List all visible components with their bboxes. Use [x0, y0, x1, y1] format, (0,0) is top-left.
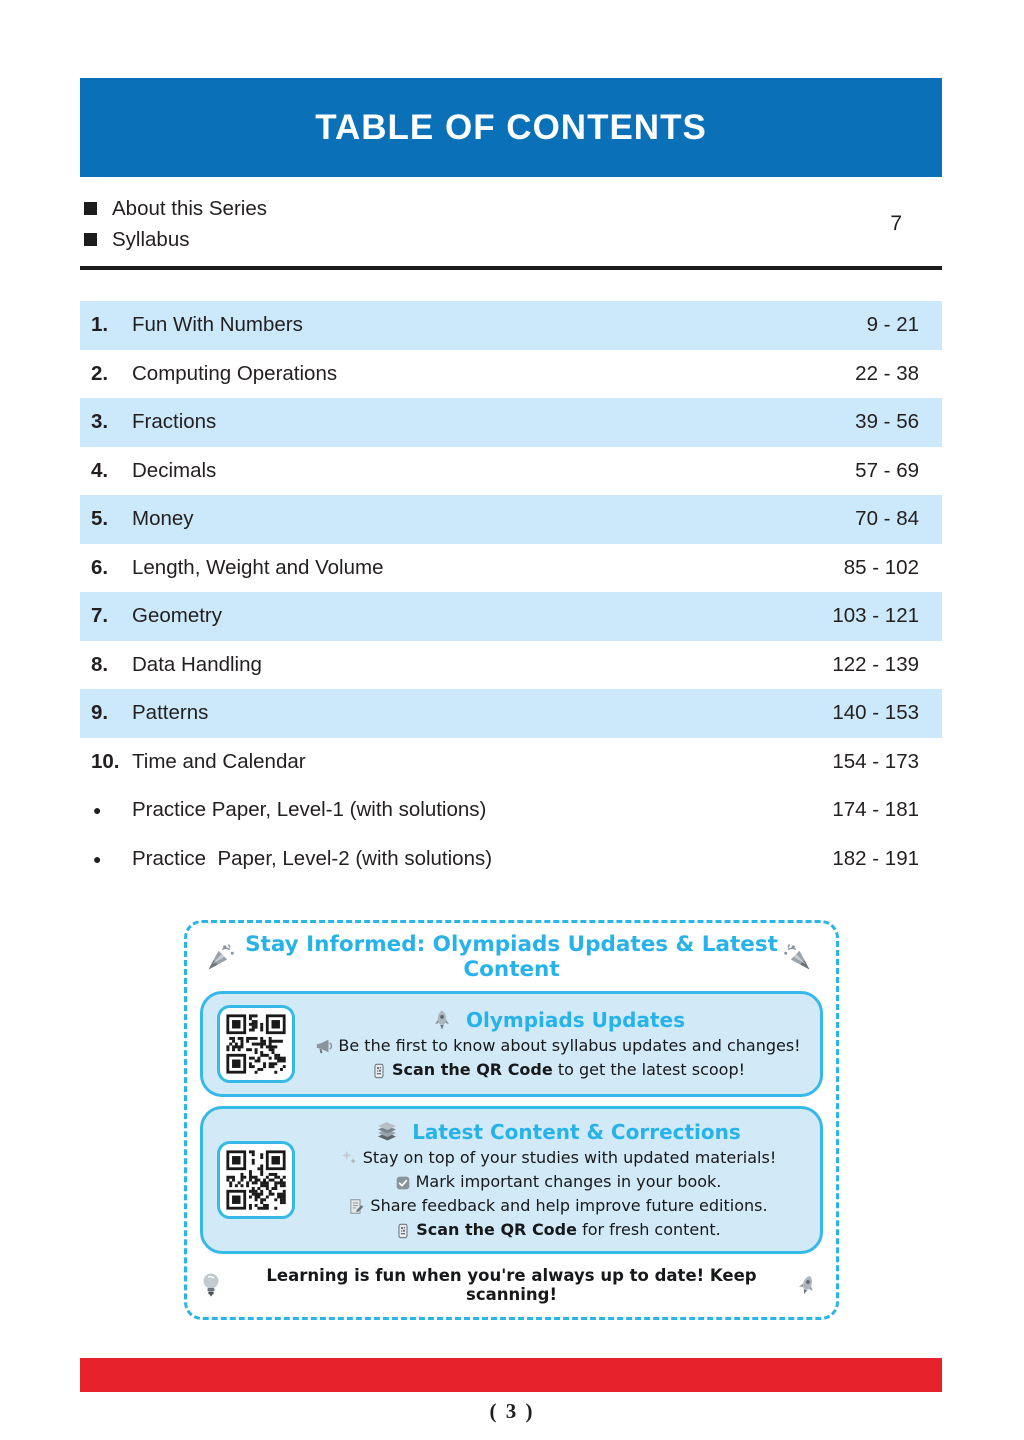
info-box-tagline: [200, 1266, 823, 1304]
front-matter-label: About this Series: [112, 196, 267, 220]
toc-row-title: Fractions: [132, 410, 217, 434]
front-matter-page-number: 7: [890, 212, 902, 235]
qr-scanner-icon: [395, 1223, 411, 1239]
light-bulb-icon: [200, 1272, 222, 1298]
books-icon: [375, 1120, 399, 1144]
toc-row-number: 8.: [91, 652, 109, 676]
toc-row: [80, 447, 942, 496]
toc-row-title: Patterns: [132, 701, 209, 725]
toc-row: [80, 301, 942, 350]
toc-row-number: 6.: [91, 555, 109, 579]
toc-row-pages: 9 - 21: [866, 313, 919, 337]
dot-bullet-icon: ●: [93, 850, 102, 867]
page-title: TABLE OF CONTENTS: [315, 107, 707, 147]
stay-informed-box: [184, 920, 839, 1320]
toc-row: [80, 738, 942, 787]
front-matter: [80, 177, 942, 255]
toc-row-title: Practice Paper, Level-2 (with solutions): [132, 846, 493, 870]
page-title-banner: [80, 78, 942, 177]
front-matter-item: [84, 224, 890, 255]
toc-row-pages: 103 - 121: [832, 604, 919, 628]
page-number: ( 3 ): [489, 1399, 535, 1423]
toc-row: [80, 350, 942, 399]
card-heading: Olympiads Updates: [466, 1008, 685, 1032]
toc-row-pages: 174 - 181: [832, 798, 919, 822]
card-line: Scan the QR Code to get the latest scoop!: [310, 1060, 806, 1080]
rocket-icon: [796, 1274, 818, 1296]
toc-row-title: Time and Calendar: [132, 749, 306, 773]
latest-content-card: [200, 1106, 823, 1254]
qr-code: [217, 1141, 295, 1219]
toc-row-title: Decimals: [132, 458, 217, 482]
toc-row-pages: 57 - 69: [855, 458, 919, 482]
toc-row-title: Computing Operations: [132, 361, 338, 385]
olympiads-updates-card: [200, 991, 823, 1097]
toc-row: [80, 495, 942, 544]
toc-row-number: 1.: [91, 313, 109, 337]
qr-scanner-icon: [371, 1063, 387, 1079]
front-matter-item: [84, 193, 890, 224]
card-line: Be the first to know about syllabus updates and changes!: [310, 1036, 806, 1056]
toc-row: [80, 592, 942, 641]
toc-row-number: 4.: [91, 458, 109, 482]
card-line: Share feedback and help improve future editions.: [310, 1196, 806, 1216]
divider: [80, 266, 942, 270]
toc-row-pages: 182 - 191: [832, 846, 919, 870]
card-heading: Latest Content & Corrections: [412, 1120, 741, 1144]
toc-row: [80, 398, 942, 447]
square-bullet-icon: [84, 202, 97, 215]
toc-row: [80, 835, 942, 884]
toc-row: [80, 689, 942, 738]
toc-row-title: Length, Weight and Volume: [132, 555, 384, 579]
toc-row-pages: 22 - 38: [855, 361, 919, 385]
toc-row-title: Practice Paper, Level-1 (with solutions): [132, 798, 487, 822]
toc-row-pages: 154 - 173: [832, 749, 919, 773]
toc-row-pages: 122 - 139: [832, 652, 919, 676]
toc-row-title: Money: [132, 507, 194, 531]
toc-row: [80, 544, 942, 593]
checkbox-icon: [395, 1175, 411, 1191]
card-line: Scan the QR Code for fresh content.: [310, 1220, 806, 1240]
party-popper-icon: [782, 942, 812, 972]
toc-row-number: 9.: [91, 701, 109, 725]
front-matter-label: Syllabus: [112, 227, 190, 251]
party-popper-icon: [206, 942, 236, 972]
toc-row-number: 2.: [91, 361, 109, 385]
toc-row-number: 3.: [91, 410, 109, 434]
toc-row-pages: 39 - 56: [855, 410, 919, 434]
toc-row-pages: 140 - 153: [832, 701, 919, 725]
toc-row: [80, 641, 942, 690]
memo-icon: [348, 1198, 365, 1215]
toc-row-title: Geometry: [132, 604, 222, 628]
toc-row-number: 10.: [91, 749, 120, 773]
info-box-title: Stay Informed: Olympiads Updates & Latest Content: [245, 932, 778, 982]
toc-row-number: 7.: [91, 604, 109, 628]
rocket-icon: [431, 1009, 453, 1031]
toc-row-number: 5.: [91, 507, 109, 531]
toc-row-title: Fun With Numbers: [132, 313, 303, 337]
footer-red-bar: [80, 1358, 942, 1392]
sparkles-icon: [340, 1149, 358, 1167]
tagline-text: Learning is fun when you're always up to date! Keep scanning!: [266, 1266, 757, 1304]
toc-row-pages: 85 - 102: [843, 555, 919, 579]
qr-code: [217, 1005, 295, 1083]
toc-row-pages: 70 - 84: [855, 507, 919, 531]
square-bullet-icon: [84, 233, 97, 246]
megaphone-icon: [315, 1037, 333, 1055]
card-line: Mark important changes in your book.: [310, 1172, 806, 1192]
card-line: Stay on top of your studies with updated materials!: [310, 1148, 806, 1168]
toc-row-title: Data Handling: [132, 652, 262, 676]
toc-list: [80, 301, 942, 883]
toc-row: [80, 786, 942, 835]
dot-bullet-icon: ●: [93, 802, 102, 819]
